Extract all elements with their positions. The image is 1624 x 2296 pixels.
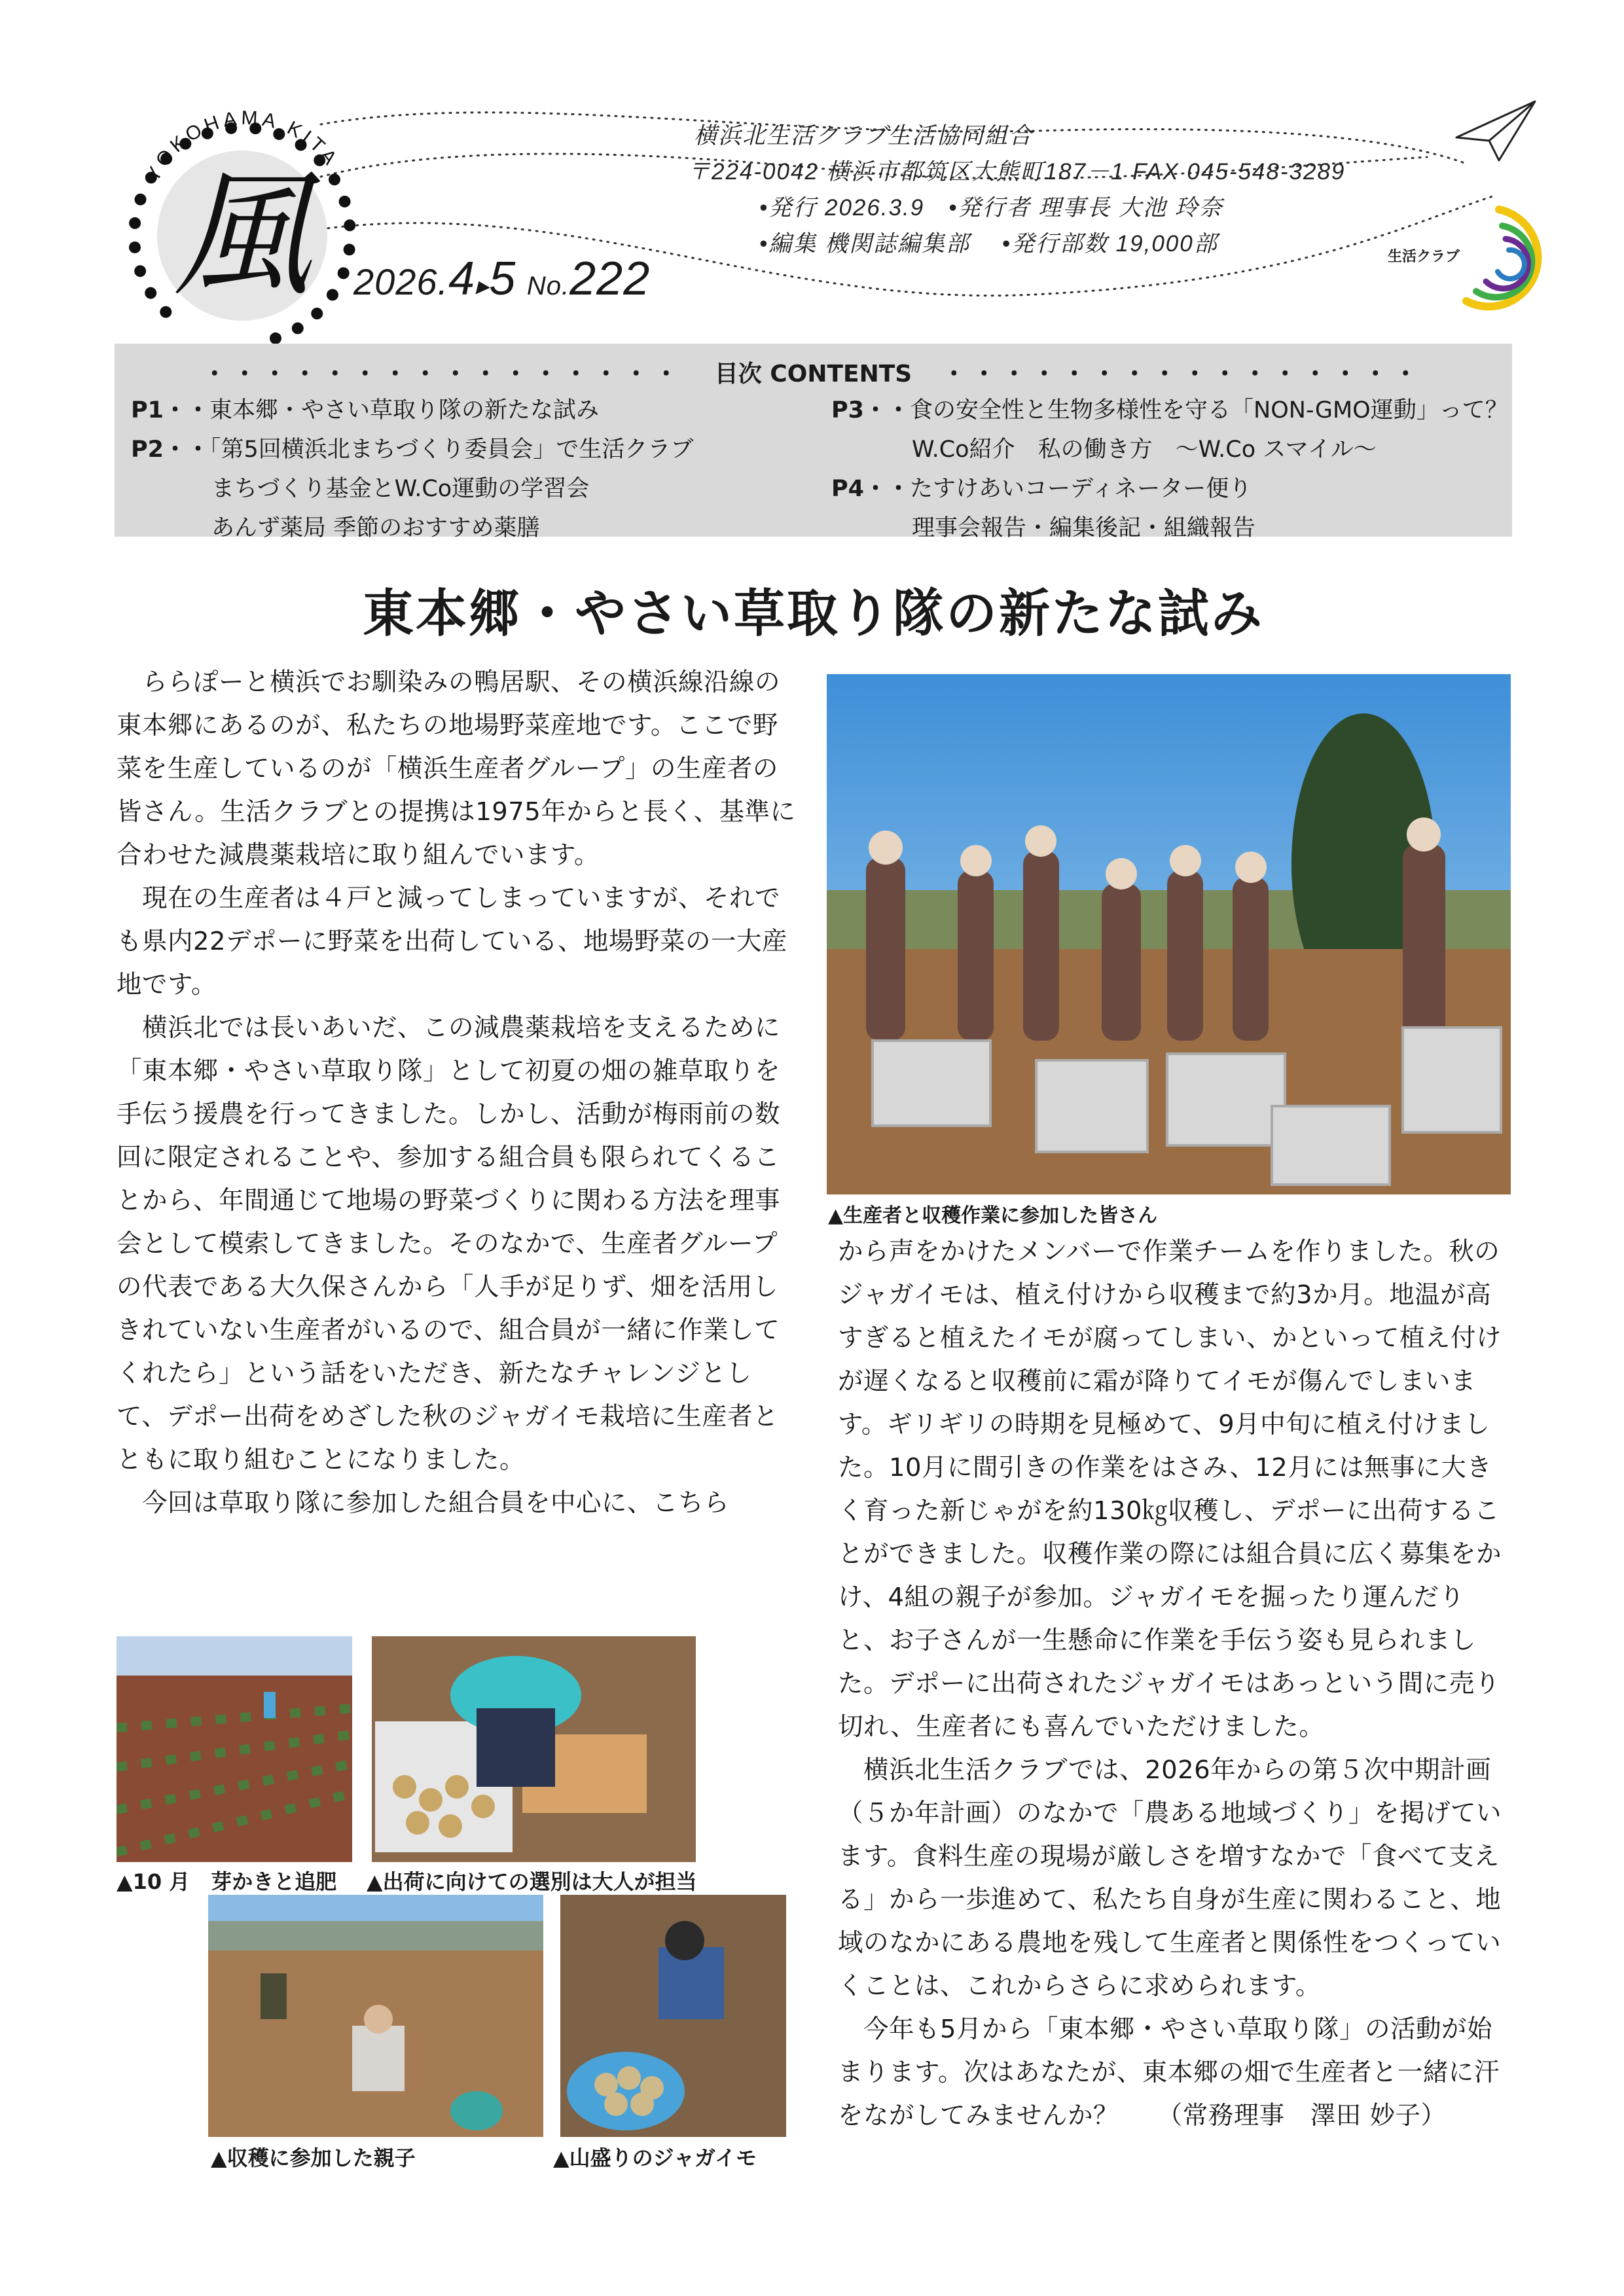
ring-dot [129,242,141,253]
brand-arc-label: YOKOHAMA KITA [144,107,340,183]
article-paragraph: 横浜北生活クラブでは、2026年からの第５次中期計画（５か年計画）のなかで「農ある地域づくり」を掲げています。食料生産の現場が厳しさを増すなかで「食べて支える」から一歩進めて、私たち自身が生産に関わること、地域のなかにある農地を残して生産者と関係性をつくっていくことは、これからさらに求められます。 [838,1755,1502,2001]
issue-month-start: 4 [448,253,476,305]
issue-year: 2026. [353,261,449,302]
toc-item[interactable]: P4・・たすけあいコーディネーター便り [831,476,1252,502]
toc-item[interactable]: P2・・「第5回横浜北まちづくり委員会」で生活クラブ [131,437,694,463]
caption-sorting-photo: ▲出荷に向けての選別は大人が担当 [367,1869,697,1894]
caption-main-photo: ▲生産者と収穫作業に参加した皆さん [828,1204,1158,1227]
photo-potato-basket [560,1895,786,2137]
photo-sorting-potatoes [372,1636,696,1862]
toc-item: まちづくり基金とW.Co運動の学習会 [211,476,590,502]
masthead-title [164,157,321,314]
seikatsu-club-logo-text: 生活クラブ [1388,249,1460,265]
publish-info: •発行 2026.3.9 •発行者 理事長 大池 玲奈 [759,195,1223,221]
ring-dot [339,196,351,207]
issue-number: 2026.4▸5 No.222 [353,253,651,305]
article-paragraph: ららぽーと横浜でお馴染みの鴨居駅、その横浜線沿線の東本郷にあるのが、私たちの地場野菜産地です。ここで野菜を生産しているのが「横浜生産者グループ」の生産者の皆さん。生活クラブとの提携は1975年からと長く、基準に合わせた減農薬栽培に取り組んでいます。 [117,668,796,870]
article-paragraph: から声をかけたメンバーで作業チームを作りました。秋のジャガイモは、植え付けから収穫まで約3か月。地温が高すぎると植えたイモが腐ってしまい、かといって植え付けが遅くなると収穫前に霜が降りてイモが傷んでしまいます。ギリギリの時期を見極めて、9月中旬に植え付けました。10月に間引きの作業をはさみ、12月には無事に大きく育った新じゃがを約130㎏収穫し、デポーに出荷することができました。収穫作業の際には組合員に広く募集をかけ、4組の親子が参加。ジャガイモを掘ったり運んだりと、お子さんが一生懸命に作業を手伝う姿も見られました。デポーに出荷されたジャガイモはあっという間に売り切れ、生産者にも喜んでいただけました。 [838,1237,1502,1742]
caption-family-photo: ▲収穫に参加した親子 [211,2145,416,2170]
contents-title-text: 目次 CONTENTS [714,361,912,387]
toc-item[interactable]: P3・・食の安全性と生物多様性を守る「NON-GMO運動」って？ [831,397,1508,423]
ring-dot [338,267,350,279]
ring-dot [292,323,304,334]
photo-field-rows [117,1636,352,1862]
ring-dot [134,265,146,277]
article-paragraph: 今年も5月から「東本郷・やさい草取り隊」の活動が始まります。次はあなたが、東本郷の畑で生産者と一緒に汗をながしてみませんか？ （常務理事 澤田 妙子） [838,2015,1500,2130]
article-right-column [838,1230,1512,2138]
publisher-address: 〒224-0042 横浜市都筑区大熊町187－1 FAX 045-548-3289 [687,159,1346,185]
toc-item[interactable]: P1・・東本郷・やさい草取り隊の新たな試み [131,397,600,423]
edit-info: •編集 機関誌編集部 •発行部数 19,000部 [759,231,1218,257]
article-headline: 東本郷・やさい草取り隊の新たな試み [362,584,1264,643]
ring-dot [145,287,156,299]
publisher-org: 横浜北生活クラブ生活協同組合 [694,123,1034,149]
issue-month-end: 5 [489,253,516,305]
caption-field-photo: ▲10 月 芽かきと追肥 [117,1869,337,1894]
main-group-photo [827,674,1511,1194]
toc-item[interactable]: あんず薬局 季節のおすすめ薬膳 [211,515,540,541]
ring-dot [135,194,147,206]
ring-dot [327,289,338,300]
masthead-title-char: 風 [173,155,311,315]
article-paragraph: 現在の生産者は４戸と減ってしまっていますが、それでも県内22デポーに野菜を出荷している、地場野菜の一大産地です。 [117,884,787,999]
contents-title: ・・・・・・・・・・・・・・・・ 目次 CONTENTS ・・・・・・・・・・・・・・・・ [202,361,1424,387]
ring-dot [344,219,355,231]
ring-dot [129,217,141,229]
toc-item[interactable]: W.Co紹介 私の働き方 ～W.Co スマイル～ [912,437,1377,463]
contents-left-column [131,391,693,548]
article-paragraph: 今回は草取り隊に参加した組合員を中心に、こちら [117,1488,730,1518]
table-of-contents [115,344,1512,541]
contents-right-column [831,391,1508,548]
article-left-column [117,661,797,1525]
toc-item[interactable]: 理事会報告・編集後記・組織報告 [912,515,1256,541]
photo-family-harvest [208,1895,543,2137]
ring-dot [270,332,281,344]
issue-no-label: No. [526,272,570,300]
caption-potatoes-photo: ▲山盛りのジャガイモ [553,2145,757,2170]
paper-plane-icon [1453,98,1538,164]
issue-no: 222 [569,253,651,305]
article-paragraph: 横浜北では長いあいだ、この減農薬栽培を支えるために「東本郷・やさい草取り隊」として初夏の畑の雑草取りを手伝う援農を行ってきました。しかし、活動が梅雨前の数回に限定されることや、参加する組合員も限られてくることから、年間通じて地場の野菜づくりに関わる方法を理事会として模索してきました。そのなかで、生産者グループの代表である大久保さんから「人手が足りず、畑を活用しきれていない生産者がいるので、組合員が一緒に作業してくれたら」という話をいただき、新たなチャレンジとして、デポー出荷をめざした秋のジャガイモ栽培に生産者とともに取り組むことになりました。 [117,1013,781,1475]
